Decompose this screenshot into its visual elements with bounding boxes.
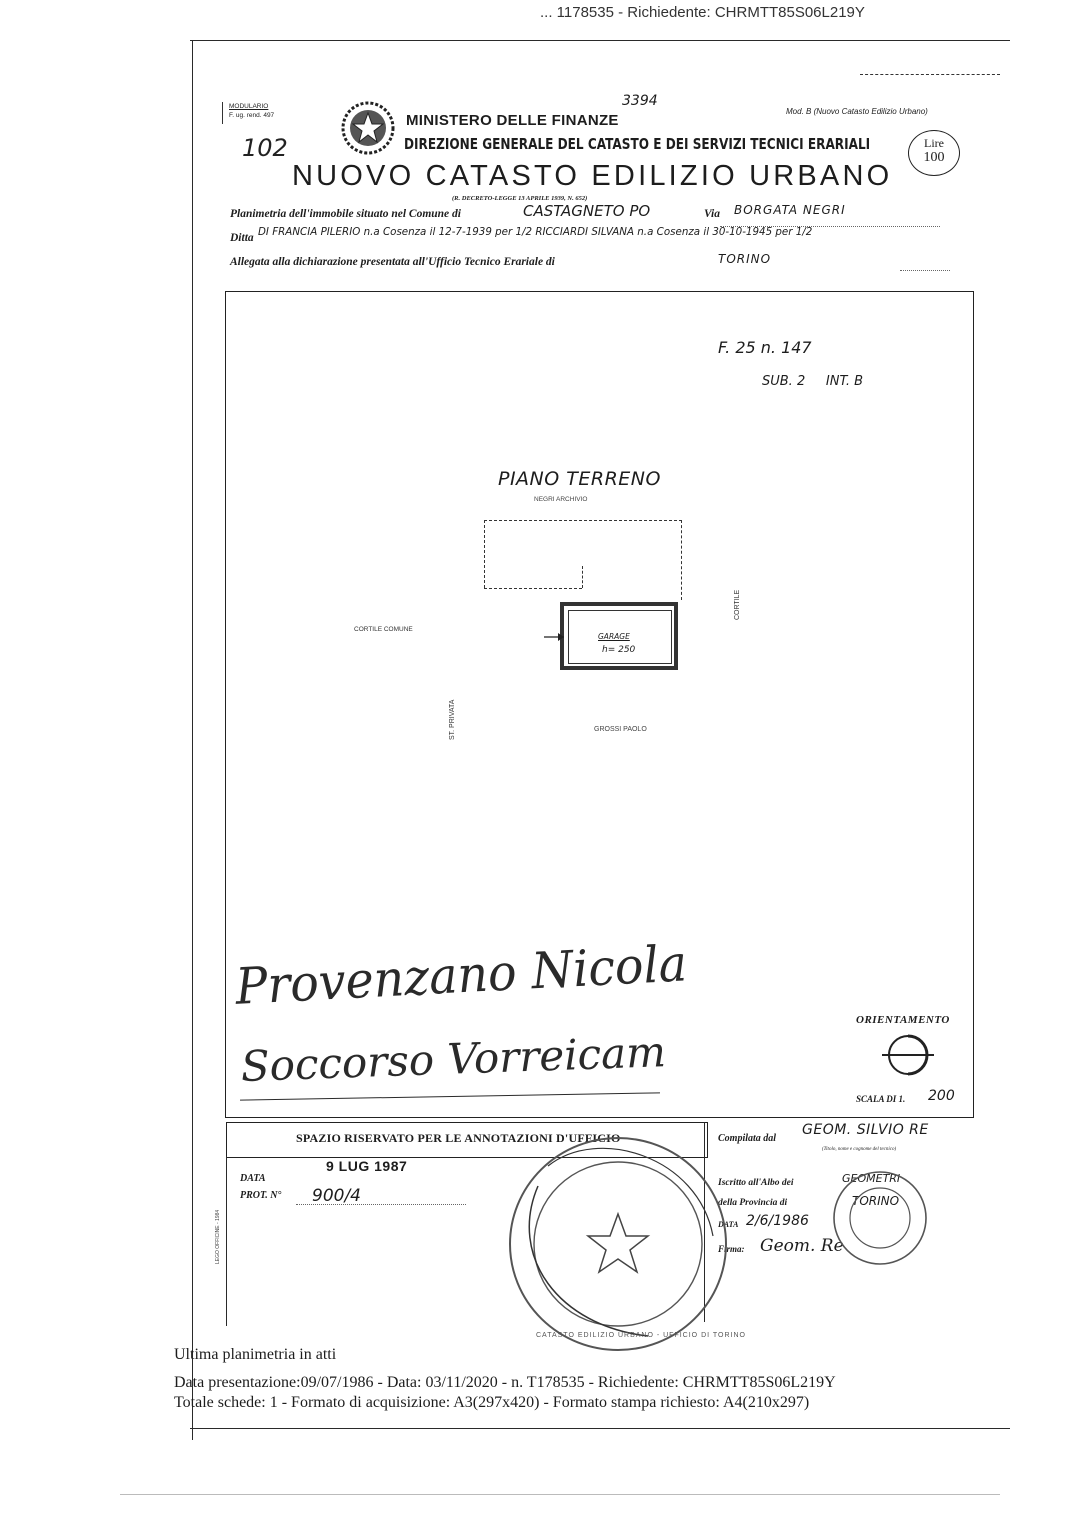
comune-value: CASTAGNETO PO (523, 202, 651, 220)
modulario-sub: F. ug. rend. 497 (229, 112, 275, 119)
albo-value: GEOMETRI (842, 1172, 901, 1185)
firma-label: Firma: (718, 1244, 745, 1254)
firma-value: Geom. Re (760, 1236, 844, 1256)
compilata-data-label: DATA (718, 1220, 739, 1229)
republic-emblem-icon (340, 100, 396, 156)
top-right-dash (860, 74, 1000, 75)
orientamento-label: ORIENTAMENTO (856, 1014, 950, 1026)
scala-label: SCALA DI 1. (856, 1094, 906, 1104)
building-step (582, 566, 583, 588)
garage-door-arrow-icon (544, 630, 566, 644)
annotations-side-text: LEGO OFFICINE - 1984 (215, 1209, 221, 1264)
signature-line-2: Soccorso Vorreicam (240, 1027, 667, 1091)
modulario-label: MODULARIO (229, 103, 269, 110)
lire-word: Lire (924, 136, 944, 150)
sub-label: SUB. 2 INT. B (762, 374, 864, 389)
annotations-left-border (226, 1156, 227, 1326)
compass-icon (880, 1032, 936, 1078)
ditta-value: DI FRANCIA PILERIO n.a Cosenza il 12-7-1939 per 1/2 RICCIARDI SILVANA n.a Cosenza il 30-10-1945 per 1/2 (258, 226, 813, 238)
decree-text: (R. DECRETO-LEGGE 13 APRILE 1939, N. 652) (452, 195, 588, 202)
office-stamp (498, 1126, 738, 1356)
allegata-label: Allegata alla dichiarazione presentata all'Ufficio Tecnico Erariale di (230, 256, 555, 268)
annotations-data-label: DATA (240, 1173, 266, 1184)
grossi-label: GROSSI PAOLO (594, 726, 647, 733)
provincia-label: della Provincia di (718, 1198, 788, 1208)
compilata-value: GEOM. SILVIO RE (802, 1122, 929, 1138)
foglio-label: F. 25 n. 147 (718, 338, 812, 357)
garage-height: h= 250 (602, 645, 636, 655)
bottom-rule (190, 1428, 1010, 1429)
handwritten-number-top: 3394 (622, 93, 658, 109)
directorate-title: DIREZIONE GENERALE DEL CATASTO E DEI SERVIZI TECNICI ERARIALI (404, 135, 871, 153)
compilata-data-value: 2/6/1986 (746, 1213, 809, 1229)
bottom-faint-rule (120, 1494, 1000, 1495)
footer-line-3: Totale schede: 1 - Formato di acquisizione: A3(297x420) - Formato stampa richiesto: A4(210x297) (174, 1394, 810, 1411)
top-rule (190, 40, 1010, 41)
prot-fill (296, 1204, 466, 1205)
negri-label: NEGRI ARCHIVIO (534, 496, 588, 503)
stamp-text: CATASTO EDILIZIO URBANO - UFFICIO DI TORINO (536, 1332, 746, 1339)
footer-line-1: Ultima planimetria in atti (174, 1346, 337, 1363)
cortile-label: CORTILE (734, 589, 741, 620)
ditta-label: Ditta (230, 232, 254, 244)
provincia-value: TORINO (852, 1194, 900, 1208)
mod-label: Mod. B (Nuovo Catasto Edilizio Urbano) (786, 107, 928, 116)
via-value: BORGATA NEGRI (734, 203, 846, 217)
st-privata-label: ST. PRIVATA (449, 699, 456, 740)
via-label: Via (704, 208, 720, 220)
scala-value: 200 (928, 1088, 955, 1104)
annotations-prot-label: PROT. N° (240, 1190, 282, 1201)
left-frame-line (192, 40, 193, 1440)
annotations-data-value: 9 LUG 1987 (326, 1158, 408, 1174)
building-left (484, 520, 485, 588)
building-right (681, 520, 682, 600)
building-bottom-left (484, 588, 582, 589)
footer-line-2: Data presentazione:09/07/1986 - Data: 03/11/2020 - n. T178535 - Richiedente: CHRMTT85S06L219Y (174, 1374, 836, 1391)
modulario-box (222, 102, 301, 124)
albo-stamp (830, 1166, 930, 1270)
main-title: NUOVO CATASTO EDILIZIO URBANO (292, 160, 893, 192)
handwritten-102: 102 (242, 134, 288, 162)
lire-value: 100 (923, 150, 945, 165)
lire-badge (908, 130, 960, 176)
piano-title: PIANO TERRENO (498, 468, 661, 490)
allegata-fill (900, 270, 950, 271)
albo-label: Iscritto all'Albo dei (718, 1178, 794, 1188)
ministry-title: MINISTERO DELLE FINANZE (406, 112, 619, 129)
top-header-text: ... 1178535 - Richiedente: CHRMTT85S06L219Y (540, 4, 865, 21)
signature-line-1: Provenzano Nicola (234, 934, 689, 1016)
compilata-sublabel: (Titolo, nome e cognome del tecnico) (822, 1147, 897, 1152)
annotations-prot-value: 900/4 (312, 1186, 361, 1206)
allegata-value: TORINO (718, 252, 772, 266)
garage-label: GARAGE (598, 632, 630, 641)
annotations-title: SPAZIO RISERVATO PER LE ANNOTAZIONI D'UFFICIO (296, 1131, 621, 1145)
building-top (484, 520, 682, 521)
cortile-comune-label: CORTILE COMUNE (354, 626, 413, 633)
planimetria-label: Planimetria dell'immobile situato nel Comune di (230, 208, 461, 220)
compilata-label: Compilata dal (718, 1133, 777, 1144)
